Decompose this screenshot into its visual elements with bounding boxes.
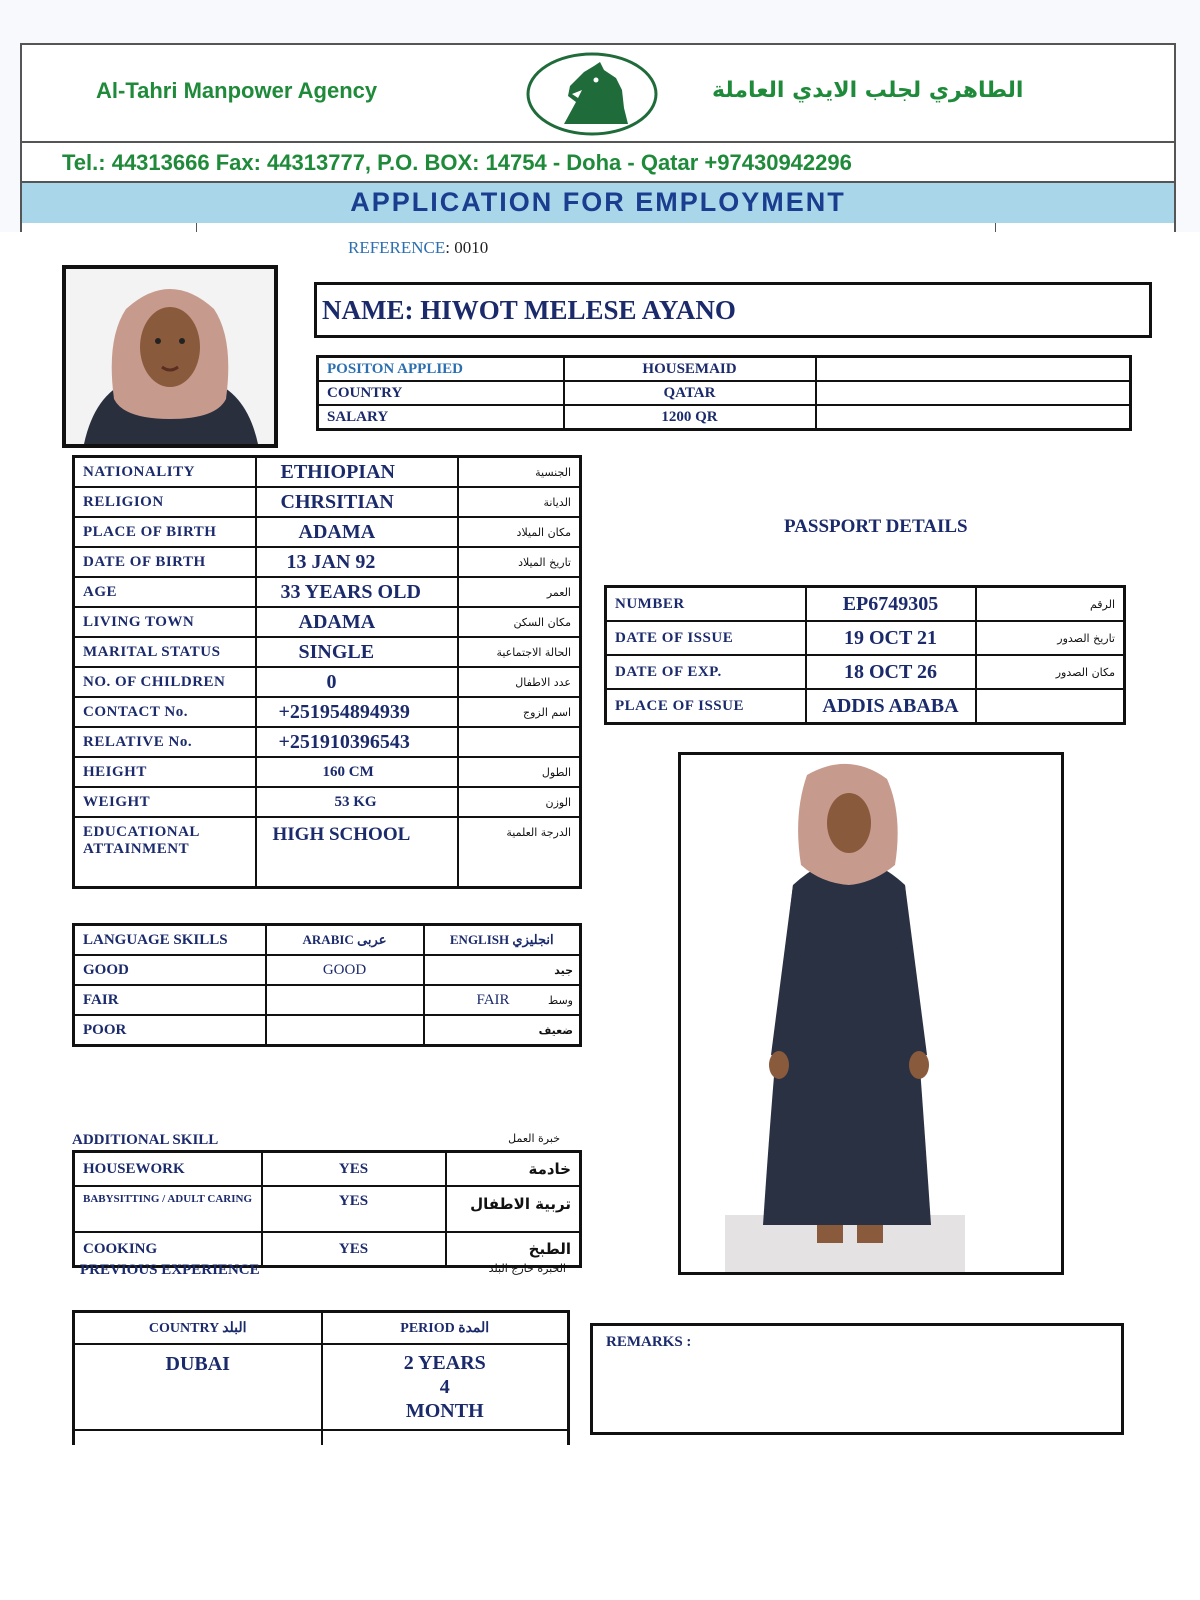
place-of-birth-value: ADAMA [256, 517, 458, 547]
reference-label: REFERENCE [348, 238, 446, 257]
children-label-ar: عدد الاطفال [458, 667, 581, 697]
headshot-photo [62, 265, 278, 448]
name-label: NAME: [322, 295, 414, 325]
previous-experience-title-ar: الخبرة خارج البلد [488, 1262, 566, 1275]
table-row [74, 925, 581, 956]
religion-value: CHRSITIAN [256, 487, 458, 517]
good-label: GOOD [74, 955, 266, 985]
empty-cell [322, 1430, 569, 1445]
experience-period-months-count: 4 [439, 1376, 450, 1398]
agency-name-ar: الطاهري لجلب الايدي العاملة [712, 78, 1024, 103]
language-skills-table [72, 923, 582, 1047]
table-row [74, 757, 581, 787]
contact-line: Tel.: 44313666 Fax: 44313777, P.O. BOX: 14754 - Doha - Qatar +97430942296 [62, 150, 852, 175]
table-row [606, 655, 1125, 689]
passport-details-title: PASSPORT DETAILS [784, 516, 968, 537]
table-row [74, 1430, 569, 1445]
table-row [318, 357, 1131, 382]
expiry-date-label-ar: مكان الصدور [976, 655, 1125, 689]
good-label-ar: جيد [554, 964, 573, 977]
place-of-issue-value: ADDIS ABABA [806, 689, 976, 724]
table-row [74, 517, 581, 547]
table-row [74, 727, 581, 757]
weight-value: 53 KG [256, 787, 458, 817]
place-of-birth-label: PLACE OF BIRTH [74, 517, 256, 547]
english-good-cell [424, 955, 581, 985]
living-town-label: LIVING TOWN [74, 607, 256, 637]
weight-label: WEIGHT [74, 787, 256, 817]
divider [196, 223, 197, 232]
experience-period-months-unit: MONTH [405, 1400, 484, 1422]
table-row [74, 1312, 569, 1345]
table-row [74, 577, 581, 607]
height-label-ar: الطول [458, 757, 581, 787]
children-value: 0 [256, 667, 458, 697]
header-bottom-strip [20, 223, 1176, 232]
passport-number-label-ar: الرقم [976, 587, 1125, 622]
table-row [606, 587, 1125, 622]
arabic-header: ARABIC عربى [266, 925, 424, 956]
applicant-name [322, 295, 736, 326]
cooking-label: COOKING [74, 1232, 262, 1267]
table-row [74, 955, 581, 985]
table-row [74, 697, 581, 727]
passport-table [604, 585, 1126, 725]
salary-label: SALARY [318, 405, 564, 430]
issue-date-label: DATE OF ISSUE [606, 621, 806, 655]
age-value: 33 YEARS OLD [256, 577, 458, 607]
nationality-label-ar: الجنسية [458, 457, 581, 488]
passport-number-value: EP6749305 [806, 587, 976, 622]
housework-label-ar: خادمة [446, 1152, 581, 1187]
table-row [606, 689, 1125, 724]
marital-status-label: MARITAL STATUS [74, 637, 256, 667]
position-value: HOUSEMAID [564, 357, 816, 382]
empty-cell [74, 1430, 322, 1445]
age-label: AGE [74, 577, 256, 607]
cooking-value: YES [262, 1232, 446, 1267]
expiry-date-value: 18 OCT 26 [806, 655, 976, 689]
english-header: ENGLISH انجليزي [424, 925, 581, 956]
date-of-birth-label-ar: تاريخ الميلاد [458, 547, 581, 577]
reference-value: : 0010 [445, 238, 489, 257]
height-value: 160 CM [256, 757, 458, 787]
babysitting-value: YES [262, 1186, 446, 1232]
place-of-issue-label: PLACE OF ISSUE [606, 689, 806, 724]
nationality-value: ETHIOPIAN [256, 457, 458, 488]
education-label: EDUCATIONAL ATTAINMENT [74, 817, 256, 888]
position-label: POSITON APPLIED [318, 357, 564, 382]
arabic-poor-value [266, 1015, 424, 1046]
religion-label: RELIGION [74, 487, 256, 517]
table-row [74, 787, 581, 817]
living-town-value: ADAMA [256, 607, 458, 637]
full-body-photo [678, 752, 1064, 1275]
additional-skill-table [72, 1150, 582, 1268]
salary-value: 1200 QR [564, 405, 816, 430]
fair-label: FAIR [74, 985, 266, 1015]
education-value: HIGH SCHOOL [256, 817, 458, 888]
form-title: APPLICATION FOR EMPLOYMENT [350, 187, 846, 217]
children-label: NO. OF CHILDREN [74, 667, 256, 697]
english-fair-value: FAIR [476, 991, 510, 1008]
table-row [74, 1344, 569, 1430]
additional-skill-title-ar: خبرة العمل [508, 1132, 560, 1145]
language-skills-label: LANGUAGE SKILLS [74, 925, 266, 956]
country-value: QATAR [564, 381, 816, 405]
country-column-header: COUNTRY البلد [74, 1312, 322, 1345]
fair-label-ar: وسط [548, 994, 573, 1007]
education-label-ar: الدرجة العلمية [458, 817, 581, 888]
divider [995, 223, 996, 232]
babysitting-label: BABYSITTING / ADULT CARING [74, 1186, 262, 1232]
english-poor-cell [424, 1015, 581, 1046]
religion-label-ar: الديانة [458, 487, 581, 517]
marital-status-value: SINGLE [256, 637, 458, 667]
babysitting-label-ar: تربية الاطفال [446, 1186, 581, 1232]
empty-cell [816, 381, 1131, 405]
empty-cell [816, 405, 1131, 430]
living-town-label-ar: مكان السكن [458, 607, 581, 637]
contact-label: CONTACT No. [74, 697, 256, 727]
issue-date-value: 19 OCT 21 [806, 621, 976, 655]
previous-experience-table [72, 1310, 570, 1445]
english-fair-cell [424, 985, 581, 1015]
table-row [74, 1152, 581, 1187]
position-table [316, 355, 1132, 431]
empty-cell [816, 357, 1131, 382]
height-label: HEIGHT [74, 757, 256, 787]
relative-value: +251910396543 [256, 727, 458, 757]
table-row [74, 1015, 581, 1046]
cooking-label-ar: الطبخ [446, 1232, 581, 1267]
date-of-birth-label: DATE OF BIRTH [74, 547, 256, 577]
table-row [74, 985, 581, 1015]
place-of-birth-label-ar: مكان الميلاد [458, 517, 581, 547]
expiry-date-label: DATE OF EXP. [606, 655, 806, 689]
table-row [318, 381, 1131, 405]
additional-skill-title: ADDITIONAL SKILL [72, 1132, 219, 1148]
agency-name-en: Al-Tahri Manpower Agency [96, 78, 378, 103]
table-row [606, 621, 1125, 655]
relative-label-ar [458, 727, 581, 757]
marital-status-label-ar: الحالة الاجتماعية [458, 637, 581, 667]
previous-experience-title: PREVIOUS EXPERIENCE [80, 1262, 260, 1278]
table-row [74, 637, 581, 667]
table-row [74, 607, 581, 637]
table-row [74, 457, 581, 488]
table-row [74, 817, 581, 888]
remarks-label: REMARKS : [606, 1334, 692, 1350]
table-row [74, 667, 581, 697]
nationality-label: NATIONALITY [74, 457, 256, 488]
arabic-fair-value [266, 985, 424, 1015]
date-of-birth-value: 13 JAN 92 [256, 547, 458, 577]
experience-period-years: 2 YEARS [403, 1352, 486, 1374]
country-label: COUNTRY [318, 381, 564, 405]
poor-label: POOR [74, 1015, 266, 1046]
table-row [74, 487, 581, 517]
weight-label-ar: الوزن [458, 787, 581, 817]
housework-value: YES [262, 1152, 446, 1187]
contact-label-ar: اسم الزوج [458, 697, 581, 727]
table-row [74, 547, 581, 577]
passport-number-label: NUMBER [606, 587, 806, 622]
personal-details-table [72, 455, 582, 889]
relative-label: RELATIVE No. [74, 727, 256, 757]
experience-country: DUBAI [74, 1344, 322, 1430]
place-of-issue-label-ar [976, 689, 1125, 724]
reference-number [348, 238, 488, 258]
table-row [74, 1186, 581, 1232]
contact-value: +251954894939 [256, 697, 458, 727]
period-column-header: PERIOD المدة [322, 1312, 569, 1345]
horse-logo-icon [524, 50, 660, 138]
age-label-ar: العمر [458, 577, 581, 607]
name-value: HIWOT MELESE AYANO [420, 295, 736, 325]
poor-label-ar: ضعيف [538, 1024, 573, 1037]
issue-date-label-ar: تاريخ الصدور [976, 621, 1125, 655]
table-row [318, 405, 1131, 430]
experience-period [322, 1344, 569, 1430]
arabic-good-value: GOOD [266, 955, 424, 985]
housework-label: HOUSEWORK [74, 1152, 262, 1187]
